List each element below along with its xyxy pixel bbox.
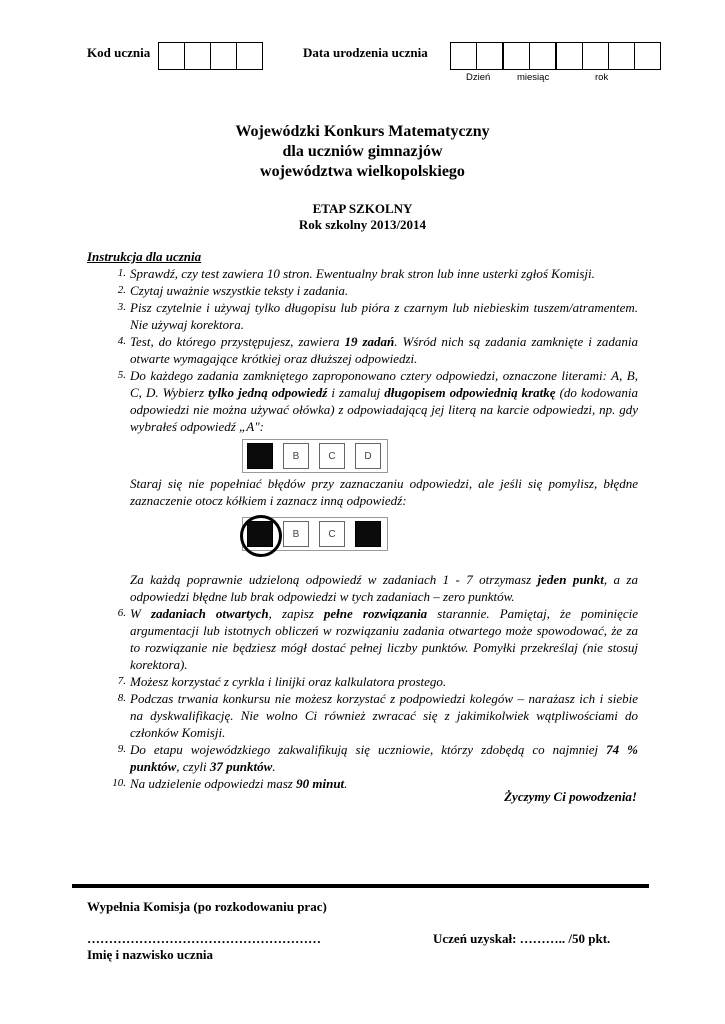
correction-circle	[240, 515, 282, 557]
item-number: 4.	[117, 335, 126, 347]
item-number: 3.	[117, 301, 126, 313]
code-box[interactable]	[211, 43, 237, 69]
contest-title: Wojewódzki Konkurs Matematyczny	[235, 123, 490, 140]
instructions-heading: Instrukcja dla ucznia	[87, 249, 202, 264]
date-box[interactable]	[530, 43, 557, 69]
good-luck-message: Życzymy Ci powodzenia!	[504, 789, 637, 804]
year-label: rok	[595, 72, 609, 83]
item-number: 10.	[112, 777, 126, 789]
item-text: Pisz czytelnie i używaj tylko długopisu lub pióra z czarnym lub niebieskim tuszem/atramentem. Nie używaj korektora.	[130, 300, 638, 332]
answer-example-correct	[242, 439, 638, 473]
birth-date-label: Data urodzenia ucznia	[303, 45, 428, 60]
item-number: 8.	[117, 692, 126, 704]
item-number: 9.	[117, 743, 126, 755]
birth-date-boxes[interactable]	[450, 42, 661, 70]
instruction-item	[87, 673, 638, 690]
answer-box-c: C	[319, 443, 345, 469]
date-box[interactable]	[635, 43, 660, 69]
instruction-item	[87, 605, 638, 673]
commission-label: Wypełnia Komisja (po rozkodowaniu prac)	[87, 899, 327, 914]
contest-subtitle: dla uczniów gimnazjów	[282, 143, 443, 160]
item-text: Do każdego zadania zamkniętego zaproponowano cztery odpowiedzi, oznaczone literami: A, B, C, D. Wybierz tylko jedną odpowiedź i zamaluj długopisem odpowiednią kratkę (do kodowania odpowiedzi nie można używać ołówka) z odpowiadającą jej literą na karcie odpowiedzi, np. gdy wybrałeś odpowiedź „A":	[130, 368, 638, 434]
instructions-list	[87, 265, 638, 792]
item-number: 1.	[117, 267, 126, 279]
item-text: Sprawdź, czy test zawiera 10 stron. Ewentualny brak stron lub inne usterki zgłoś Komisji.	[130, 266, 595, 281]
score-field[interactable]: Uczeń uzyskał: ……….. /50 pkt.	[433, 931, 611, 946]
item-number: 6.	[117, 607, 126, 619]
student-code-label: Kod ucznia	[87, 45, 151, 60]
month-label: miesiąc	[517, 72, 550, 83]
date-box[interactable]	[583, 43, 609, 69]
contest-region: województwa wielkopolskiego	[260, 163, 465, 180]
item-text: Podczas trwania konkursu nie możesz korzystać z podpowiedzi kolegów – narażasz ich i siebie na dyskwalifikację. Nie wolno Ci również zwracać się z jakimikolwiek wątpliwościami do członków Komisji.	[130, 691, 638, 740]
item-text: Czytaj uważnie wszystkie teksty i zadania.	[130, 283, 349, 298]
answer-example-corrected	[242, 517, 638, 551]
footer-divider	[72, 884, 649, 888]
answer-box-d	[355, 521, 381, 547]
code-box[interactable]	[159, 43, 185, 69]
item-text: Test, do którego przystępujesz, zawiera 19 zadań. Wśród nich są zadania zamknięte i zadania otwarte wymagające krótkiej oraz dłuższej odpowiedzi.	[130, 334, 638, 366]
name-dotted-line[interactable]: ………………………………………………	[87, 931, 321, 946]
instruction-item	[87, 333, 638, 367]
item-text: Do etapu wojewódzkiego zakwalifikują się uczniowie, którzy zdobędą co najmniej 74 % punktów, czyli 37 punktów.	[130, 742, 638, 774]
school-year: Rok szkolny 2013/2014	[298, 217, 427, 232]
student-name-label: Imię i nazwisko ucznia	[87, 947, 214, 962]
date-box[interactable]	[451, 43, 477, 69]
answer-box-a	[247, 521, 273, 547]
code-box[interactable]	[237, 43, 262, 69]
stage-name: ETAP SZKOLNY	[312, 201, 413, 216]
date-box[interactable]	[504, 43, 530, 69]
item-text: W zadaniach otwartych, zapisz pełne rozwiązania starannie. Pamiętaj, że pominięcie argumentacji lub istotnych obliczeń w rozwiązaniu zadania otwartego może spowodować, że za to rozwiązanie nie będziesz mógł dostać pełnej liczby punktów. Pomyłki przekreślaj (nie stosuj korektora).	[130, 606, 638, 672]
student-code-boxes[interactable]	[158, 42, 263, 70]
item-text: Na udzielenie odpowiedzi masz 90 minut.	[130, 776, 348, 791]
item-number: 2.	[117, 284, 126, 296]
answer-box-a	[247, 443, 273, 469]
instruction-item	[87, 367, 638, 605]
answer-box-b: B	[283, 443, 309, 469]
day-label: Dzień	[466, 72, 491, 83]
item-number: 5.	[117, 369, 126, 381]
code-box[interactable]	[185, 43, 211, 69]
date-box[interactable]	[477, 43, 504, 69]
instruction-item	[87, 741, 638, 775]
instruction-item	[87, 690, 638, 741]
instruction-item	[87, 282, 638, 299]
date-box[interactable]	[557, 43, 583, 69]
mistake-instruction: Staraj się nie popełniać błędów przy zaznaczaniu odpowiedzi, ale jeśli się pomylisz, błędne zaznaczenie otocz kółkiem i zaznacz inną odpowiedź:	[130, 476, 638, 508]
answer-box-c: C	[319, 521, 345, 547]
item-number: 7.	[117, 675, 126, 687]
instruction-item	[87, 265, 638, 282]
instruction-item	[87, 299, 638, 333]
answer-box-d: D	[355, 443, 381, 469]
item-text: Możesz korzystać z cyrkla i linijki oraz kalkulatora prostego.	[130, 674, 447, 689]
scoring-instruction: Za każdą poprawnie udzieloną odpowiedź w zadaniach 1 - 7 otrzymasz jeden punkt, a za odpowiedzi błędne lub brak odpowiedzi w tych zadaniach – zero punktów.	[130, 572, 638, 604]
answer-box-b: B	[283, 521, 309, 547]
date-box[interactable]	[609, 43, 635, 69]
